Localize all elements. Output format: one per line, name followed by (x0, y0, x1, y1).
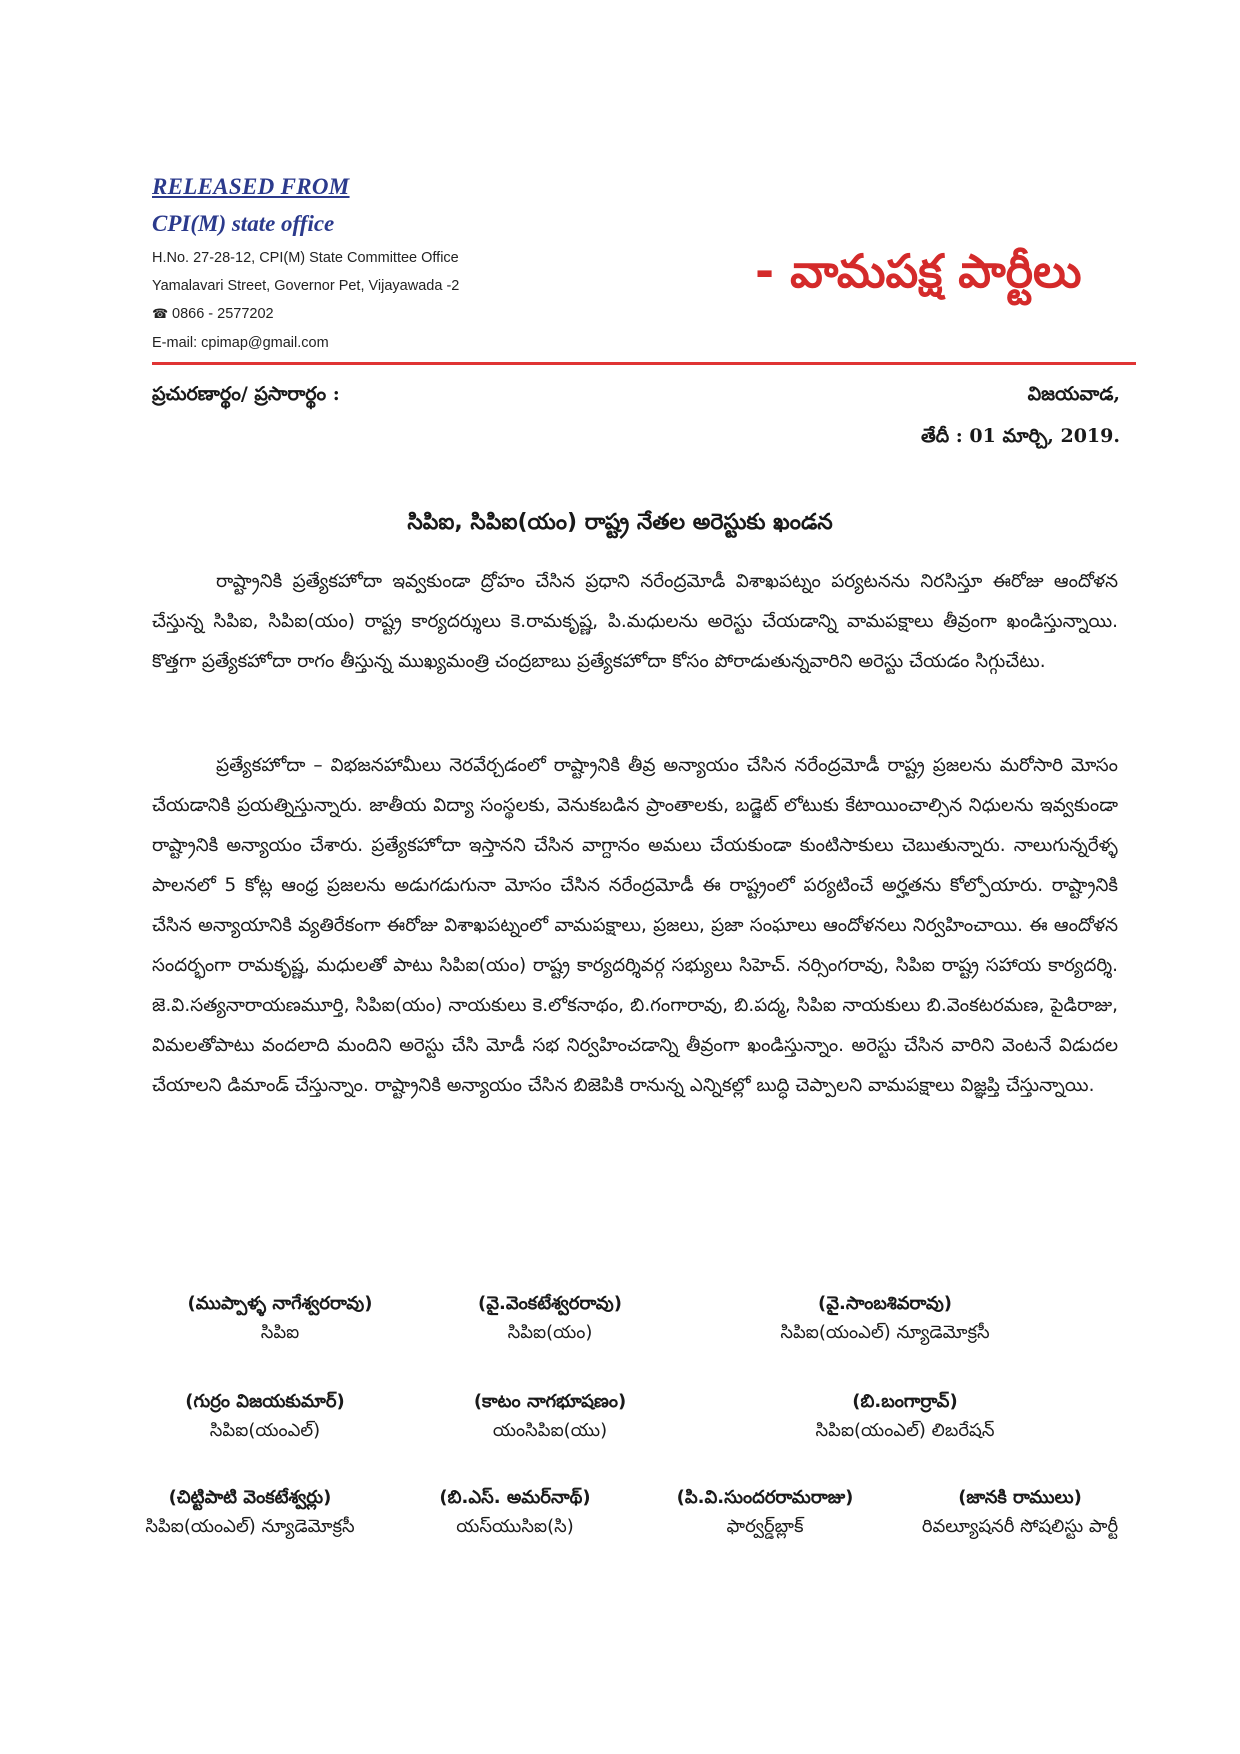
phone-number: 0866 - 2577202 (172, 306, 274, 322)
signatory-name: (పి.వి.సుందరరామరాజు) (676, 1487, 854, 1508)
party-title: - వామపక్ష పార్టీలు (755, 244, 1082, 298)
signatory-party: సిపిఐ(యంఎల్) (209, 1420, 321, 1441)
signatory-party: యంసిపిఐ(యు) (492, 1420, 608, 1441)
address-line-2: Yamalavari Street, Governor Pet, Vijayawada -2 (152, 278, 460, 294)
signatory-name: (జానకి రాములు) (958, 1487, 1082, 1508)
signatory-name: (కాటం నాగభూషణం) (473, 1391, 627, 1412)
signatory-party: సిపిఐ(యంఎల్) లిబరేషన్ (815, 1420, 995, 1441)
phone-icon: ☎ (152, 306, 169, 321)
document-title: సిపిఐ, సిపిఐ(యం) రాష్ట్ర నేతల అరెస్టుకు ఖండన (407, 510, 833, 535)
email-line: E-mail: cpimap@gmail.com (152, 335, 329, 351)
signatory (95, 1484, 405, 1542)
signatory (405, 1290, 695, 1348)
signatory-party: సిపిఐ(యంఎల్) న్యూడెమోక్రసీ (780, 1322, 990, 1343)
signatory (875, 1484, 1165, 1542)
for-publication-label: ప్రచురణార్థం/ ప్రసారార్థం : (152, 383, 340, 405)
signatory (405, 1388, 695, 1446)
signatory-party: సిపిఐ(యంఎల్) న్యూడెమోక్రసీ (145, 1516, 355, 1537)
released-from-heading: RELEASED FROM (152, 174, 350, 199)
signatory-name: (ముప్పాళ్ళ నాగేశ్వరరావు) (187, 1293, 373, 1314)
body-paragraph-1: రాష్ట్రానికి ప్రత్యేకహోదా ఇవ్వకుండా ద్రోహం చేసిన ప్రధాని నరేంద్రమోడీ విశాఖపట్నం పర్యటనను నిరసిస్తూ ఈరోజు ఆందోళన చేస్తున్న సిపిఐ, సిపిఐ(యం) రాష్ట్ర కార్యదర్శులు కె.రామకృష్ణ, పి.మధులను అరెస్టు చేయడాన్ని వామపక్షాలు తీవ్రంగా ఖండిస్తున్నాయి. కొత్తగా ప్రత్యేకహోదా రాగం తీస్తున్న ముఖ్యమంత్రి చంద్రబాబు ప్రత్యేకహోదా కోసం పోరాడుతున్నవారిని అరెస్టు చేయడం సిగ్గుచేటు. (152, 571, 1118, 672)
address-line-1: H.No. 27-28-12, CPI(M) State Committee Office (152, 250, 459, 266)
phone-line (152, 306, 274, 322)
signatory-name: (వై.సాంబశివరావు) (817, 1293, 953, 1314)
signatory-name: (వై.వెంకటేశ్వరరావు) (478, 1293, 622, 1314)
office-heading: CPI(M) state office (152, 211, 335, 236)
signatory-name: (బి.బంగార్రావ్) (852, 1391, 958, 1412)
signatory (395, 1484, 635, 1542)
signatory-party: సిపిఐ (260, 1322, 300, 1343)
signatory-name: (చిట్టిపాటి వెంకటేశ్వర్లు) (168, 1487, 332, 1508)
signatory (130, 1290, 430, 1348)
signatory-party: ఫార్వర్డ్‌బ్లాక్ (726, 1516, 804, 1537)
signatory (700, 1290, 1070, 1348)
signatory-party: సిపిఐ(యం) (507, 1322, 593, 1343)
signatory (720, 1388, 1090, 1446)
signatory-name: (బి.ఎస్. అమర్‌నాథ్) (439, 1487, 591, 1508)
place-label: విజయవాడ, (1027, 383, 1120, 405)
signatory (115, 1388, 415, 1446)
body-paragraph-2: ప్రత్యేకహోదా – విభజనహామీలు నెరవేర్చడంలో రాష్ట్రానికి తీవ్ర అన్యాయం చేసిన నరేంద్రమోడీ రాష్ట్ర ప్రజలను మరోసారి మోసం చేయడానికి ప్రయత్నిస్తున్నారు. జాతీయ విద్యా సంస్థలకు, వెనుకబడిన ప్రాంతాలకు, బడ్జెట్ లోటుకు కేటాయించాల్సిన నిధులను ఇవ్వకుండా రాష్ట్రానికి అన్యాయం చేశారు. ప్రత్యేకహోదా ఇస్తానని చేసిన వాగ్దానం అమలు చేయకుండా కుంటిసాకులు చెబుతున్నారు. నాలుగున్నరేళ్ళ పాలనలో 5 కోట్ల ఆంధ్ర ప్రజలను అడుగడుగునా మోసం చేసిన నరేంద్రమోడీ ఈ రాష్ట్రంలో పర్యటించే అర్హతను కోల్పోయారు. రాష్ట్రానికి చేసిన అన్యాయానికి వ్యతిరేకంగా ఈరోజు విశాఖపట్నంలో వామపక్షాలు, ప్రజలు, ప్రజా సంఘాలు ఆందోళనలు నిర్వహించాయి. ఈ ఆందోళన సందర్భంగా రామకృష్ణ, మధులతో పాటు సిపిఐ(యం) రాష్ట్ర కార్యదర్శివర్గ సభ్యులు సిహెచ్. నర్సింగరావు, సిపిఐ రాష్ట్ర సహాయ కార్యదర్శి. జె.వి.సత్యనారాయణమూర్తి, సిపిఐ(యం) నాయకులు కె.లోకనాథం, బి.గంగారావు, బి.పద్మ, సిపిఐ నాయకులు బి.వెంకటరమణ, పైడిరాజు, విమలతోపాటు వందలాది మందిని అరెస్టు చేసి మోడీ సభ నిర్వహించడాన్ని తీవ్రంగా ఖండిస్తున్నాం. అరెస్టు చేసిన వారిని వెంటనే విడుదల చేయాలని డిమాండ్ చేస్తున్నాం. రాష్ట్రానికి అన్యాయం చేసిన బిజెపికి రానున్న ఎన్నికల్లో బుద్ధి చెప్పాలని వామపక్షాలు విజ్ఞప్తి చేస్తున్నాయి. (152, 755, 1118, 1096)
signatory-party: రివల్యూషనరీ సోషలిస్టు పార్టీ (921, 1516, 1119, 1537)
date-label: తేదీ : 01 మార్చి, 2019. (920, 425, 1120, 447)
signatory-name: (గుర్రం విజయకుమార్) (185, 1391, 345, 1412)
signatory (635, 1484, 895, 1542)
header-divider (152, 362, 1136, 365)
signatory-party: యస్‌యుసిఐ(సి) (456, 1516, 574, 1537)
